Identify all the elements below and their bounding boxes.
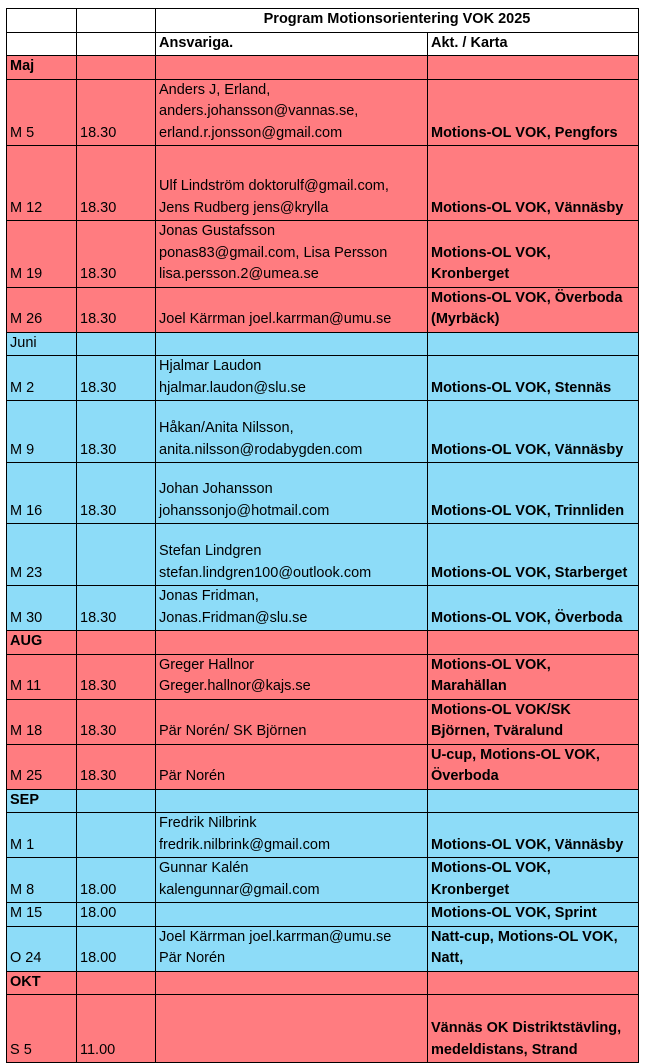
- time-cell: 18.30: [77, 401, 156, 463]
- month-label: OKT: [7, 971, 77, 995]
- activity-cell: U-cup, Motions-OL VOK, Överboda: [428, 744, 639, 789]
- day-cell: S 5: [7, 995, 77, 1063]
- month-row-june: [7, 332, 639, 356]
- time-cell: 18.00: [77, 858, 156, 903]
- responsible-cell: Jonas Fridman, Jonas.Fridman@slu.se: [156, 586, 428, 631]
- time-cell: 18.30: [77, 287, 156, 332]
- responsible-cell: [156, 995, 428, 1063]
- day-cell: O 24: [7, 926, 77, 971]
- cell: [77, 631, 156, 655]
- cell: [77, 32, 156, 56]
- day-cell: M 15: [7, 903, 77, 927]
- responsible-cell: Hjalmar Laudon hjalmar.laudon@slu.se: [156, 356, 428, 401]
- activity-cell: Vännäs OK Distriktstävling, medeldistans, Strand: [428, 995, 639, 1063]
- responsible-cell: Pär Norén/ SK Björnen: [156, 699, 428, 744]
- table-row: [7, 287, 639, 332]
- activity-cell: Motions-OL VOK, Vännäsby: [428, 401, 639, 463]
- activity-cell: Motions-OL VOK/SK Björnen, Tväralund: [428, 699, 639, 744]
- table-row: [7, 401, 639, 463]
- time-cell: 18.30: [77, 744, 156, 789]
- table-row: [7, 586, 639, 631]
- responsible-cell: Jonas Gustafsson ponas83@gmail.com, Lisa Persson lisa.persson.2@umea.se: [156, 221, 428, 288]
- table-row: [7, 654, 639, 699]
- table-row: [7, 79, 639, 146]
- day-cell: M 1: [7, 813, 77, 858]
- time-cell: 11.00: [77, 995, 156, 1063]
- day-cell: M 19: [7, 221, 77, 288]
- responsible-cell: Ulf Lindström doktorulf@gmail.com, Jens Rudberg jens@krylla: [156, 146, 428, 221]
- activity-cell: Motions-OL VOK, Kronberget: [428, 221, 639, 288]
- cell: [428, 332, 639, 356]
- header-row: [7, 32, 639, 56]
- month-label: Maj: [7, 56, 77, 80]
- page-title: Program Motionsorientering VOK 2025: [156, 9, 639, 33]
- day-cell: M 30: [7, 586, 77, 631]
- responsible-cell: Joel Kärrman joel.karrman@umu.se: [156, 287, 428, 332]
- cell: [77, 789, 156, 813]
- activity-cell: Motions-OL VOK, Stennäs: [428, 356, 639, 401]
- table-row: [7, 699, 639, 744]
- month-label: SEP: [7, 789, 77, 813]
- responsible-cell: Pär Norén: [156, 744, 428, 789]
- time-cell: 18.30: [77, 654, 156, 699]
- title-row: [7, 9, 639, 33]
- table-row: [7, 524, 639, 586]
- cell: [156, 56, 428, 80]
- time-cell: 18.30: [77, 463, 156, 524]
- activity-cell: Motions-OL VOK, Kronberget: [428, 858, 639, 903]
- time-cell: 18.30: [77, 699, 156, 744]
- month-label: Juni: [7, 332, 77, 356]
- table-row: [7, 813, 639, 858]
- table-row: [7, 858, 639, 903]
- table-row: [7, 995, 639, 1063]
- table-row: [7, 744, 639, 789]
- day-cell: M 12: [7, 146, 77, 221]
- cell: [156, 332, 428, 356]
- activity-cell: Motions-OL VOK, Sprint: [428, 903, 639, 927]
- day-cell: M 9: [7, 401, 77, 463]
- time-cell: 18.30: [77, 586, 156, 631]
- month-row-aug: [7, 631, 639, 655]
- table-row: [7, 463, 639, 524]
- day-cell: M 18: [7, 699, 77, 744]
- cell: [428, 789, 639, 813]
- responsible-cell: Greger Hallnor Greger.hallnor@kajs.se: [156, 654, 428, 699]
- time-cell: 18.30: [77, 221, 156, 288]
- activity-cell: Motions-OL VOK, Överboda (Myrbäck): [428, 287, 639, 332]
- activity-cell: Motions-OL VOK, Vännäsby: [428, 146, 639, 221]
- responsible-cell: Joel Kärrman joel.karrman@umu.se Pär Norén: [156, 926, 428, 971]
- cell: [77, 56, 156, 80]
- day-cell: M 2: [7, 356, 77, 401]
- cell: [77, 971, 156, 995]
- responsible-cell: [156, 903, 428, 927]
- time-cell: [77, 813, 156, 858]
- time-cell: 18.30: [77, 146, 156, 221]
- table-row: [7, 221, 639, 288]
- day-cell: M 8: [7, 858, 77, 903]
- cell: [428, 56, 639, 80]
- responsible-cell: Stefan Lindgren stefan.lindgren100@outlook.com: [156, 524, 428, 586]
- schedule-table: [6, 8, 639, 1063]
- cell: [77, 9, 156, 33]
- month-row-may: [7, 56, 639, 80]
- cell: [156, 631, 428, 655]
- table-row: [7, 356, 639, 401]
- responsible-cell: Johan Johansson johanssonjo@hotmail.com: [156, 463, 428, 524]
- cell: [428, 971, 639, 995]
- time-cell: [77, 524, 156, 586]
- cell: [7, 9, 77, 33]
- header-responsible: Ansvariga.: [156, 32, 428, 56]
- responsible-cell: Fredrik Nilbrink fredrik.nilbrink@gmail.com: [156, 813, 428, 858]
- month-label: AUG: [7, 631, 77, 655]
- time-cell: 18.30: [77, 356, 156, 401]
- table-row: [7, 926, 639, 971]
- time-cell: 18.00: [77, 903, 156, 927]
- activity-cell: Natt-cup, Motions-OL VOK, Natt,: [428, 926, 639, 971]
- responsible-cell: Håkan/Anita Nilsson, anita.nilsson@rodabygden.com: [156, 401, 428, 463]
- month-row-okt: [7, 971, 639, 995]
- cell: [156, 971, 428, 995]
- activity-cell: Motions-OL VOK, Överboda: [428, 586, 639, 631]
- day-cell: M 11: [7, 654, 77, 699]
- table-row: [7, 903, 639, 927]
- day-cell: M 5: [7, 79, 77, 146]
- table-row: [7, 146, 639, 221]
- day-cell: M 26: [7, 287, 77, 332]
- header-activity: Akt. / Karta: [428, 32, 639, 56]
- cell: [156, 789, 428, 813]
- time-cell: 18.00: [77, 926, 156, 971]
- responsible-cell: Anders J, Erland, anders.johansson@vannas.se, erland.r.jonsson@gmail.com: [156, 79, 428, 146]
- month-row-sep: [7, 789, 639, 813]
- activity-cell: Motions-OL VOK, Vännäsby: [428, 813, 639, 858]
- day-cell: M 25: [7, 744, 77, 789]
- cell: [77, 332, 156, 356]
- activity-cell: Motions-OL VOK, Marahällan: [428, 654, 639, 699]
- cell: [428, 631, 639, 655]
- activity-cell: Motions-OL VOK, Pengfors: [428, 79, 639, 146]
- responsible-cell: Gunnar Kalén kalengunnar@gmail.com: [156, 858, 428, 903]
- activity-cell: Motions-OL VOK, Trinnliden: [428, 463, 639, 524]
- activity-cell: Motions-OL VOK, Starberget: [428, 524, 639, 586]
- cell: [7, 32, 77, 56]
- time-cell: 18.30: [77, 79, 156, 146]
- day-cell: M 16: [7, 463, 77, 524]
- day-cell: M 23: [7, 524, 77, 586]
